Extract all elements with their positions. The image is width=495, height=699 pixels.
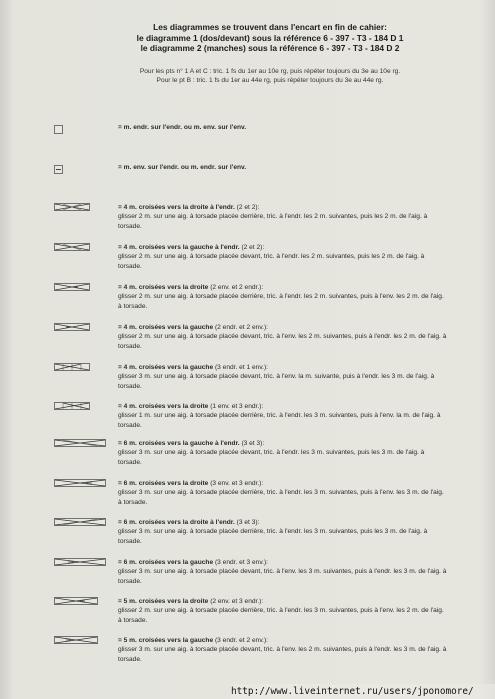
cable-2x2-left-icon (54, 243, 90, 250)
legend-instruction: glisser 2 m. sur une aig. à torsade placée devant, tric. à l'endr. les 2 m. suivantes, puis les 2 m. de l'aig. à torsade. (118, 253, 425, 270)
legend-instruction: glisser 3 m. sur une aig. à torsade placée devant, tric. à l'env. la m. suivante, puis à l'endr. les 3 m. de l'aig. à torsade. (118, 373, 435, 390)
legend-instruction: glisser 1 m. sur une aig. à torsade placée derrière, tric. à l'endr. les 3 m. suivantes, puis à l'env. la m. de l'aig. à torsade. (118, 412, 441, 429)
page-header (60, 22, 480, 54)
legend-title: = 4 m. croisées vers la droite (118, 284, 209, 291)
source-watermark: http://www.liveinternet.ru/users/jponomore/ (231, 684, 495, 699)
legend-text (118, 402, 448, 430)
dash-square-icon (54, 165, 63, 172)
legend-detail: (3 endr. et 2 env.): (213, 637, 268, 644)
legend-text (118, 597, 448, 625)
legend-detail: (2 endr. et 2 env.): (213, 324, 268, 331)
legend-instruction: glisser 2 m. sur une aig. à torsade placée derrière, tric. à l'endr. les 2 m. suivantes, puis les 2 m. de l'aig. à torsade. (118, 213, 428, 230)
legend-text (118, 163, 448, 172)
legend-title: = 6 m. croisées vers la gauche (118, 559, 214, 566)
cable-2x3-right-icon (54, 597, 98, 604)
legend-text (118, 243, 448, 271)
legend-text (118, 203, 448, 231)
legend-detail: (3 env. et 3 endr.): (208, 480, 264, 487)
legend-detail: (2 env. et 2 endr.): (208, 284, 264, 291)
legend-detail: (2 et 2): (234, 204, 260, 211)
legend-instruction: glisser 2 m. sur une aig. à torsade placée devant, tric. à l'env. les 2 m. suivantes, puis à l'endr. les 2 m. de l'aig. à torsade. (118, 333, 447, 350)
legend-title: = 4 m. croisées vers la gauche (118, 324, 214, 331)
legend-text (118, 323, 448, 351)
legend-title: = 4 m. croisées vers la gauche à l'endr. (118, 244, 240, 251)
cable-1x3-right-icon (54, 402, 90, 409)
legend-instruction: glisser 3 m. sur une aig. à torsade placée derrière, tric. à l'endr. les 3 m. suivantes, puis les 3 m. de l'aig. à torsade. (118, 528, 428, 545)
legend-title: = 5 m. croisées vers la droite (118, 598, 209, 605)
legend-text (118, 558, 448, 586)
cable-2x2-right-purl-icon (54, 283, 90, 290)
cable-3x1-left-icon (54, 363, 90, 370)
legend-detail: (3 et 3): (239, 440, 265, 447)
legend-instruction: glisser 3 m. sur une aig. à torsade placée devant, tric. à l'env. les 3 m. suivantes, puis à l'endr. les 3 m. de l'aig. à torsade. (118, 568, 447, 585)
cable-3x3-right-icon (54, 518, 106, 525)
header-line: Les diagrammes se trouvent dans l'encart en fin de cahier: (153, 22, 387, 32)
legend-title: = 6 m. croisées vers la droite à l'endr. (118, 519, 235, 526)
header-line: le diagramme 2 (manches) sous la référence 6 - 397 - T3 - 184 D 2 (140, 43, 400, 53)
legend-instruction: glisser 2 m. sur une aig. à torsade placée derrière, tric. à l'endr. les 2 m. suivantes, puis à l'env. les 2 m. de l'aig. à torsade. (118, 293, 444, 310)
cable-3x3-left-purl-icon (54, 558, 106, 565)
legend-text (118, 123, 448, 132)
legend-detail: (2 et 2): (239, 244, 265, 251)
legend-title: = 6 m. croisées vers la gauche à l'endr. (118, 440, 240, 447)
legend-instruction: glisser 2 m. sur une aig. à torsade placée derrière, tric. à l'endr. les 3 m. suivantes, puis à l'env. les 2 m. de l'aig. à torsade. (118, 607, 444, 624)
legend-title: = 6 m. croisées vers la droite (118, 480, 209, 487)
legend-text (118, 363, 448, 391)
legend-title: = m. env. sur l'endr. ou m. endr. sur l'env. (118, 164, 247, 171)
legend-instruction: glisser 3 m. sur une aig. à torsade placée derrière, tric. à l'endr. les 3 m. suivantes, puis à l'env. les 3 m. de l'aig. à torsade. (118, 489, 444, 506)
legend-title: = 4 m. croisées vers la gauche (118, 364, 214, 371)
header-line: le diagramme 1 (dos/devant) sous la référence 6 - 397 - T3 - 184 D 1 (136, 32, 404, 43)
legend-text (118, 479, 448, 507)
legend-text (118, 439, 448, 467)
legend-text (118, 636, 448, 664)
stitch-notes (60, 67, 480, 86)
legend-detail: (3 endr. et 3 env.): (213, 559, 268, 566)
legend-detail: (2 env. et 3 endr.): (208, 598, 264, 605)
legend-detail: (1 env. et 3 endr.): (208, 403, 264, 410)
legend-instruction: glisser 3 m. sur une aig. à torsade placée devant, tric. à l'env. les 2 m. suivantes, puis à l'endr. les 3 m. de l'aig. à torsade. (118, 646, 447, 663)
cable-2x2-right-icon (54, 203, 90, 210)
legend-title: = 4 m. croisées vers la droite à l'endr. (118, 204, 235, 211)
note-line: Pour le pt B : tric. 1 fs du 1er au 44e rg, puis répéter toujours du 3e au 44e rg. (156, 77, 384, 85)
legend-title: = m. endr. sur l'endr. ou m. env. sur l'env. (118, 124, 247, 131)
cable-3x2-left-icon (54, 636, 98, 643)
empty-square-icon (54, 125, 63, 132)
legend-title: = 5 m. croisées vers la gauche (118, 637, 214, 644)
cable-3x3-right-purl-icon (54, 479, 106, 486)
legend-text (118, 283, 448, 311)
note-line: Pour les pts n° 1 A et C : tric. 1 fs du 1er au 10e rg, puis répéter toujours du 3e au 10e rg. (139, 68, 401, 75)
legend-detail: (3 et 3): (234, 519, 260, 526)
cable-2x2-left-purl-icon (54, 323, 90, 330)
legend-detail: (3 endr. et 1 env.): (213, 364, 268, 371)
legend-instruction: glisser 3 m. sur une aig. à torsade placée devant, tric. à l'endr. les 3 m. suivantes, puis les 3 m. de l'aig. à torsade. (118, 449, 425, 466)
legend-title: = 4 m. croisées vers la droite (118, 403, 209, 410)
legend-text (118, 518, 448, 546)
cable-3x3-left-icon (54, 439, 106, 446)
